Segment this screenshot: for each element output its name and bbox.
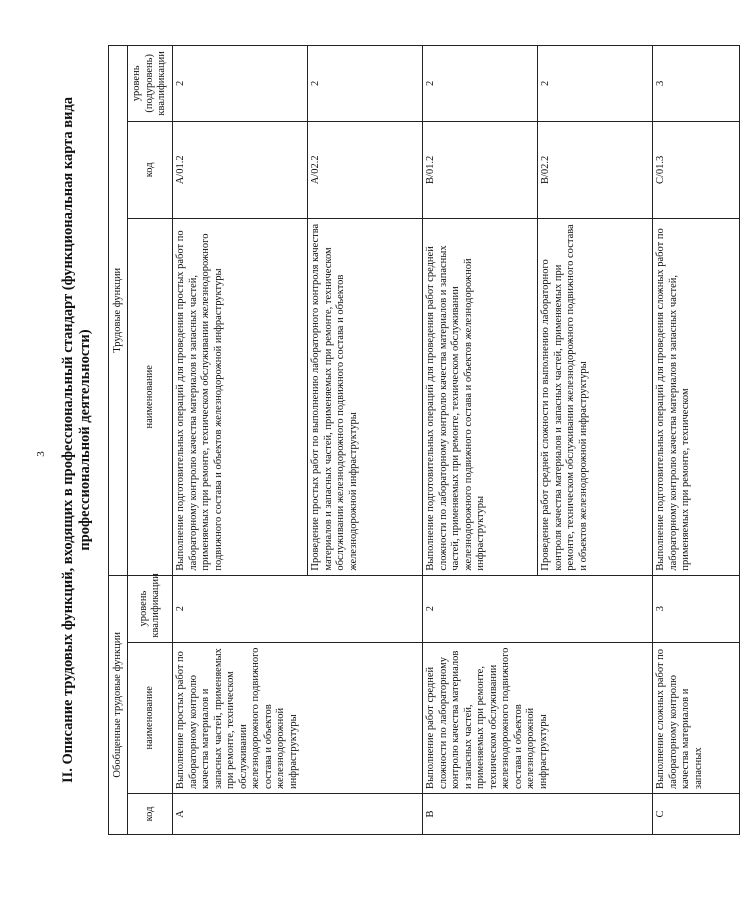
- function-level: 3: [653, 46, 740, 122]
- function-level: 2: [538, 46, 653, 122]
- row-level: 3: [653, 575, 740, 642]
- table-row: [173, 46, 308, 835]
- page-number: 3: [34, 451, 47, 457]
- row-level: 2: [423, 575, 653, 642]
- function-name: Проведение простых работ по выполнению лабораторного контроля качества материалов и запасных частей, применяемых при ремонте, техническом обслуживании железнодорожного подвижного состава и объектов железнодорожной инфраструктуры: [308, 218, 423, 575]
- row-code: A: [173, 793, 423, 834]
- row-name: Выполнение простых работ по лабораторному контролю качества материалов и запасных частей, применяемых при ремонте, техническом обслуживании железнодорожного подвижного состава и объектов железнодорожной инфраструктуры: [173, 642, 423, 793]
- header-labor-functions: Трудовые функции: [109, 46, 128, 576]
- function-code: B/02.2: [538, 121, 653, 218]
- header-function-code: код: [128, 121, 173, 218]
- row-name: Выполнение работ средней сложности по лабораторному контролю качества материалов и запасных частей, применяемых при ремонте, техническом обслуживании железнодорожного подвижного состава и объектов железнодорожной инфраструктуры: [423, 642, 653, 793]
- functional-map-table: [108, 45, 740, 835]
- row-code: B: [423, 793, 653, 834]
- header-code: код: [128, 793, 173, 834]
- function-level: 2: [423, 46, 538, 122]
- header-level: уровень квалификации: [128, 575, 173, 642]
- table-row: [653, 46, 740, 835]
- function-name: Выполнение подготовительных операций для проведения работ средней сложности по лабораторному контролю качества материалов и запасных частей, применяемых при ремонте, техническом обслуживании железнодорожного подвижного состава и объектов железнодорожной инфраструктуры: [423, 218, 538, 575]
- row-level: 2: [173, 575, 423, 642]
- function-name: Проведение работ средней сложности по выполнению лабораторного контроля качества материалов и запасных частей, применяемых при ремонте, техническом обслуживании железнодорожного подвижного состава и объектов железнодорожной инфраструктуры: [538, 218, 653, 575]
- function-name: Выполнение подготовительных операций для проведения простых работ по лабораторному контролю качества материалов и запасных частей, применяемых при ремонте, техническом обслуживании железнодорожного подвижного состава и объектов железнодорожной инфраструктуры: [173, 218, 308, 575]
- rotated-page-content: [60, 45, 704, 835]
- table-row: [423, 46, 538, 835]
- function-name: Выполнение подготовительных операций для проведения сложных работ по лабораторному контролю качества материалов и запасных частей, применяемых при ремонте, техническом: [653, 218, 740, 575]
- function-code: B/01.2: [423, 121, 538, 218]
- header-function-name: наименование: [128, 218, 173, 575]
- header-name: наименование: [128, 642, 173, 793]
- row-name: Выполнение сложных работ по лабораторному контролю качества материалов и запасных: [653, 642, 740, 793]
- header-function-level: уровень (подуровень) квалификации: [128, 46, 173, 122]
- row-code: C: [653, 793, 740, 834]
- function-level: 2: [308, 46, 423, 122]
- function-level: 2: [173, 46, 308, 122]
- function-code: C/01.3: [653, 121, 740, 218]
- function-code: A/02.2: [308, 121, 423, 218]
- header-generalized-functions: Обобщенные трудовые функции: [109, 575, 128, 834]
- section-heading: II. Описание трудовых функций, входящих в профессиональный стандарт (функциональная карта вида профессиональной деятельности): [60, 96, 93, 784]
- function-code: A/01.2: [173, 121, 308, 218]
